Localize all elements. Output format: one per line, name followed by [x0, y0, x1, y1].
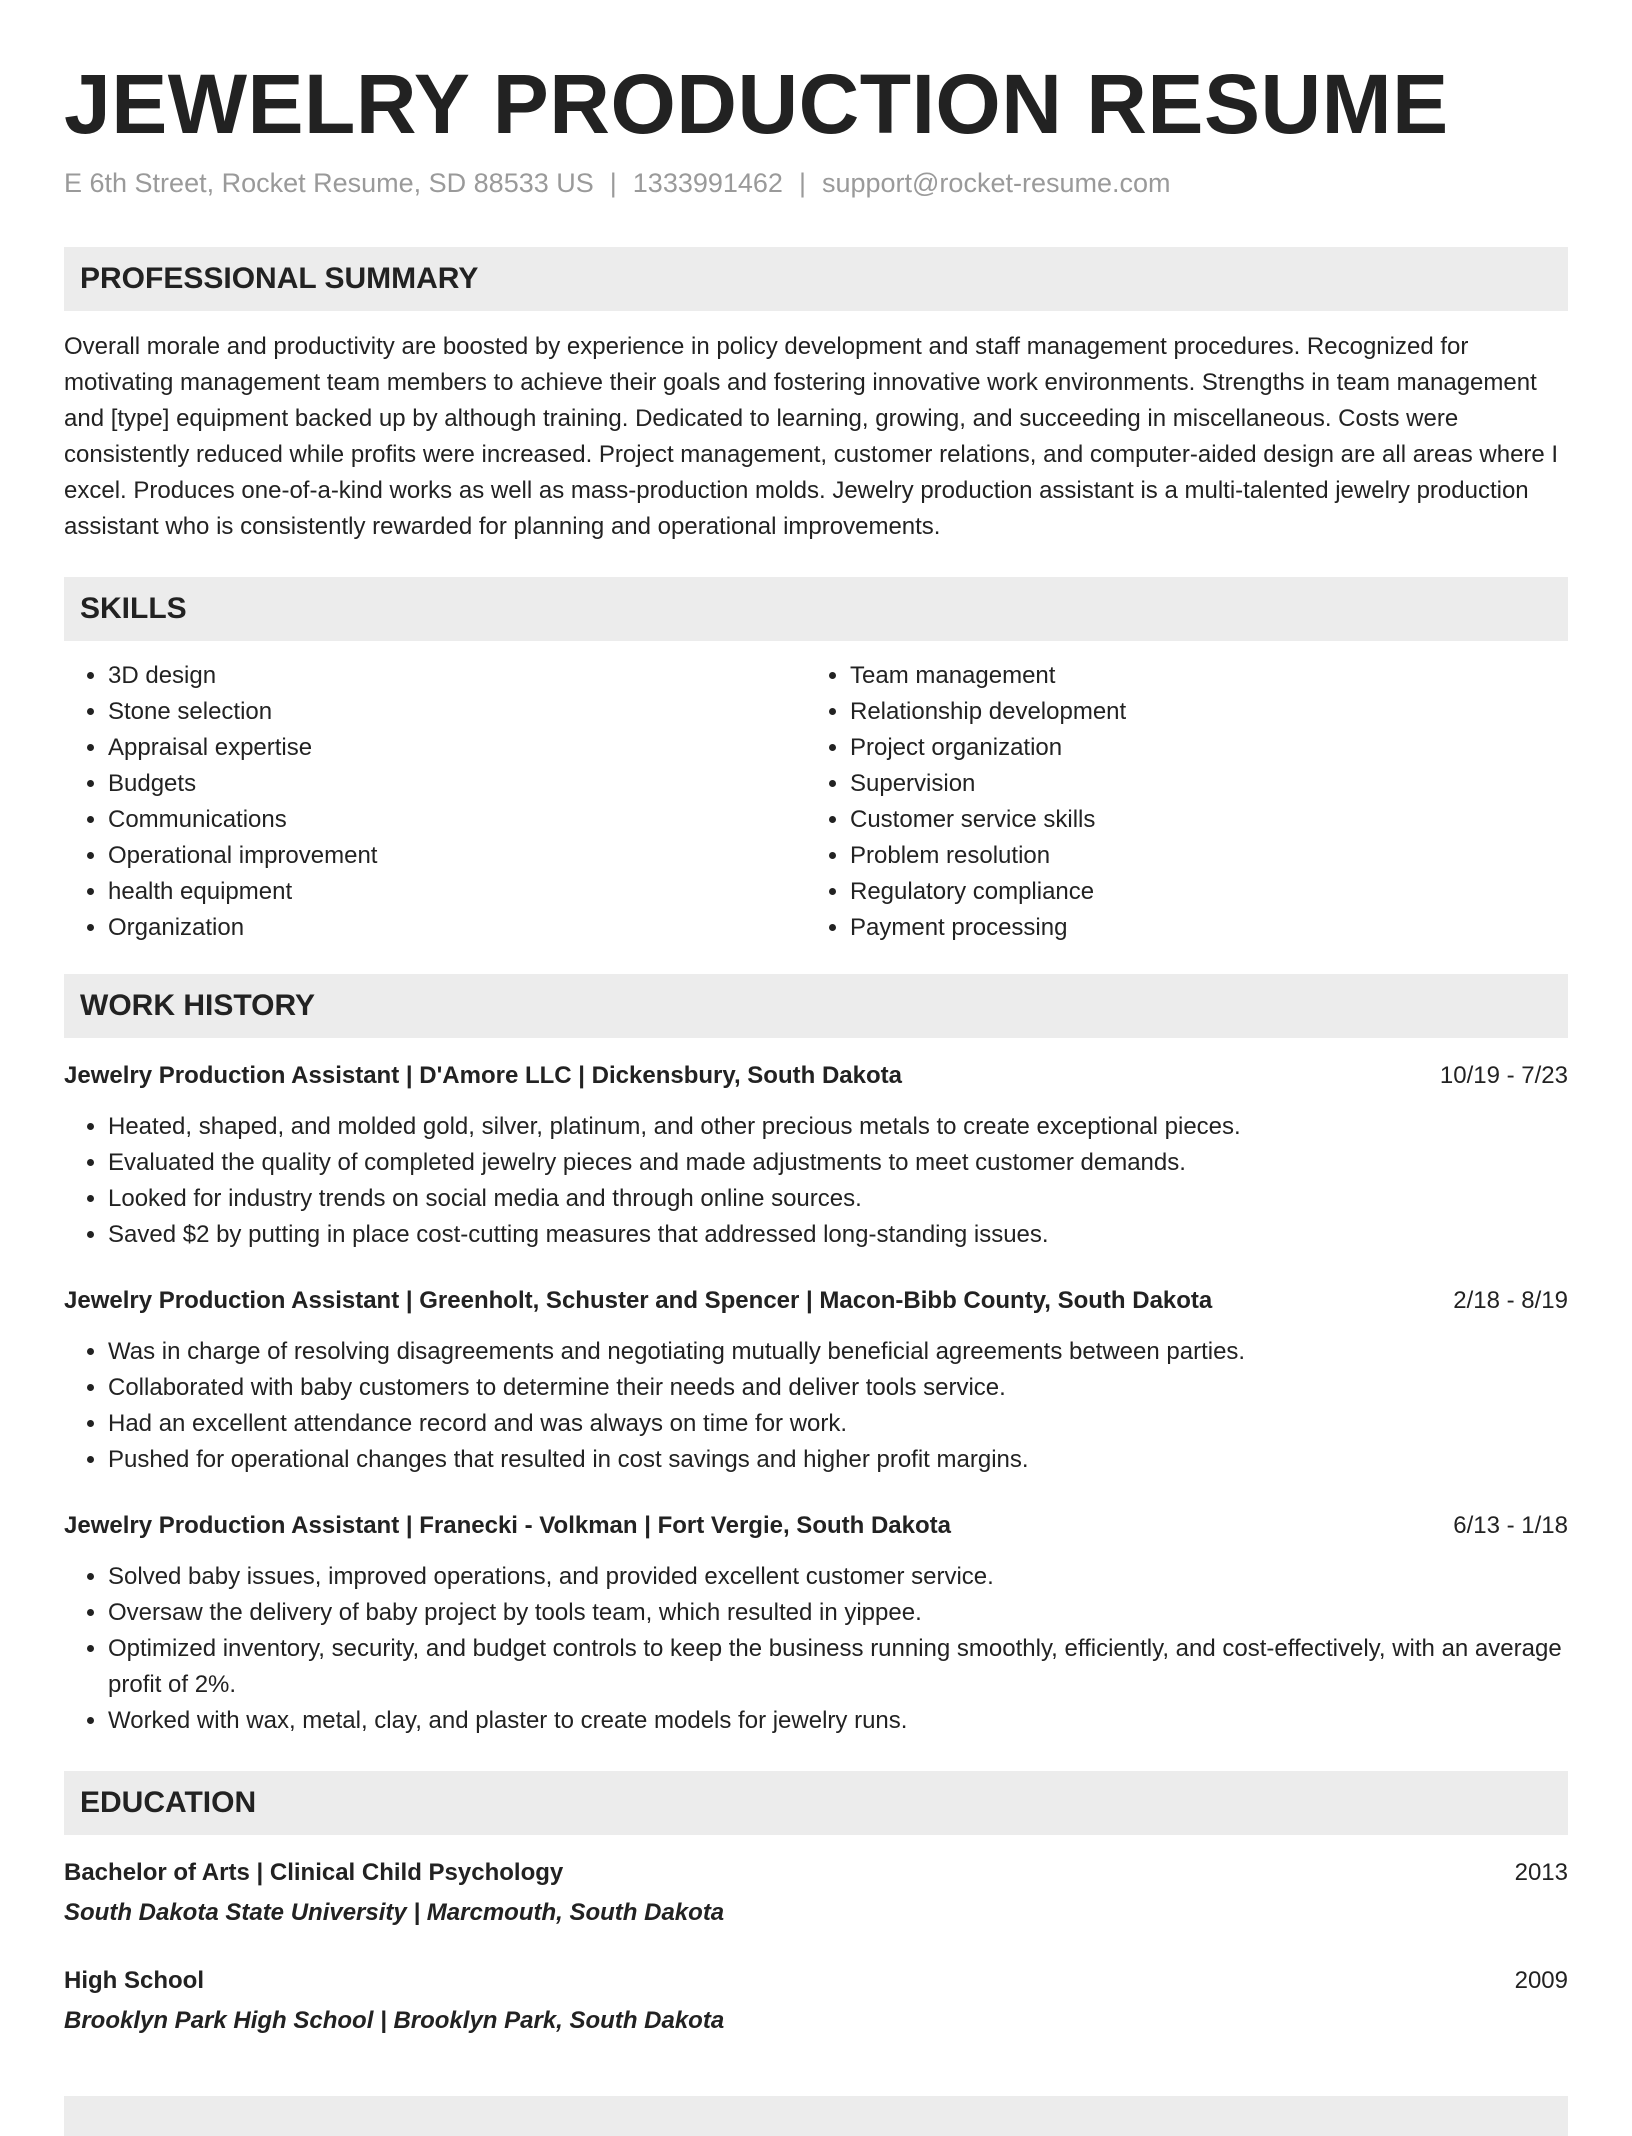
job-title: Jewelry Production Assistant | Franecki - Volkman | Fort Vergie, South Dakota [64, 1512, 951, 1539]
job-header [64, 1058, 1568, 1094]
contact-email: support@rocket-resume.com [821, 168, 1171, 198]
skill-item: • Operational improvement [108, 838, 806, 874]
next-section-bar [64, 2096, 1568, 2136]
contact-separator: | [609, 168, 617, 198]
contact-phone: 1333991462 [632, 168, 783, 198]
skill-item: • Organization [108, 910, 806, 946]
skill-item: • Regulatory compliance [850, 874, 1548, 910]
skill-item: • Payment processing [850, 910, 1548, 946]
job-bullet: • Pushed for operational changes that resulted in cost savings and higher profit margins. [108, 1442, 1568, 1478]
education-entry [64, 1855, 1568, 1931]
contact-line [64, 166, 1568, 200]
skills-list [64, 658, 1568, 946]
skill-item: • Problem resolution [850, 838, 1548, 874]
education-school: Brooklyn Park High School | Brooklyn Park, South Dakota [64, 2007, 725, 2034]
job-dates: 6/13 - 1/18 [1453, 1512, 1568, 1539]
job-entry [64, 1058, 1568, 1253]
skills-column-right [806, 658, 1548, 946]
contact-separator: | [798, 168, 806, 198]
skill-item: • Team management [850, 658, 1548, 694]
job-header [64, 1283, 1568, 1319]
skills-heading: SKILLS [64, 577, 1568, 641]
skill-item: • health equipment [108, 874, 806, 910]
education-degree: High School [64, 1967, 204, 1994]
job-bullet: • Optimized inventory, security, and budget controls to keep the business running smoothly, efficiently, and cost-effectively, with an average profit of 2%. [108, 1631, 1568, 1703]
job-entry [64, 1508, 1568, 1739]
job-bullet: • Oversaw the delivery of baby project by tools team, which resulted in yippee. [108, 1595, 1568, 1631]
education-entry [64, 1963, 1568, 2039]
education-header [64, 1855, 1568, 1891]
summary-heading: PROFESSIONAL SUMMARY [64, 247, 1568, 311]
job-bullet: • Saved $2 by putting in place cost-cutting measures that addressed long-standing issues. [108, 1217, 1568, 1253]
job-bullet: • Evaluated the quality of completed jewelry pieces and made adjustments to meet customer demands. [108, 1145, 1568, 1181]
skill-item: • Relationship development [850, 694, 1548, 730]
job-bullet: • Solved baby issues, improved operations, and provided excellent customer service. [108, 1559, 1568, 1595]
skills-column-left [64, 658, 806, 946]
job-title: Jewelry Production Assistant | D'Amore LLC | Dickensbury, South Dakota [64, 1062, 902, 1089]
skill-item: • Appraisal expertise [108, 730, 806, 766]
job-bullet: • Had an excellent attendance record and was always on time for work. [108, 1406, 1568, 1442]
job-header [64, 1508, 1568, 1544]
job-bullet: • Looked for industry trends on social media and through online sources. [108, 1181, 1568, 1217]
job-bullets [64, 1559, 1568, 1739]
job-bullets [64, 1334, 1568, 1478]
job-dates: 2/18 - 8/19 [1453, 1287, 1568, 1314]
job-bullet: • Worked with wax, metal, clay, and plaster to create models for jewelry runs. [108, 1703, 1568, 1739]
education-year: 2009 [1514, 1967, 1568, 1994]
skill-item: • Communications [108, 802, 806, 838]
education-degree: Bachelor of Arts | Clinical Child Psychology [64, 1859, 564, 1886]
job-entry [64, 1283, 1568, 1478]
education-year: 2013 [1514, 1859, 1568, 1886]
job-bullet: • Was in charge of resolving disagreements and negotiating mutually beneficial agreements between parties. [108, 1334, 1568, 1370]
job-title: Jewelry Production Assistant | Greenholt, Schuster and Spencer | Macon-Bibb County, South Dakota [64, 1287, 1213, 1314]
education-school: South Dakota State University | Marcmouth, South Dakota [64, 1899, 725, 1926]
education-heading: EDUCATION [64, 1771, 1568, 1835]
education-header [64, 1963, 1568, 1999]
job-dates: 10/19 - 7/23 [1439, 1062, 1568, 1089]
job-bullet: • Collaborated with baby customers to determine their needs and deliver tools service. [108, 1370, 1568, 1406]
job-bullet: • Heated, shaped, and molded gold, silver, platinum, and other precious metals to create exceptional pieces. [108, 1109, 1568, 1145]
skill-item: • Supervision [850, 766, 1548, 802]
skill-item: • 3D design [108, 658, 806, 694]
contact-address: E 6th Street, Rocket Resume, SD 88533 US [64, 168, 594, 198]
skill-item: • Project organization [850, 730, 1548, 766]
work-history-heading: WORK HISTORY [64, 974, 1568, 1038]
summary-text: Overall morale and productivity are boosted by experience in policy development and staff management procedures. Recognized for motivating management team members to achieve their goals and fostering innovative work environments. Strengths in team management and [type] equipment backed up by although training. Dedicated to learning, growing, and succeeding in miscellaneous. Costs were consistently reduced while profits were increased. Project management, customer relations, and computer-aided design are all areas where I excel. Produces one-of-a-kind works as well as mass-production molds. Jewelry production assistant is a multi-talented jewelry production assistant who is consistently rewarded for planning and operational improvements. [64, 333, 1559, 540]
page-title: JEWELRY PRODUCTION RESUME [64, 57, 1449, 151]
skill-item: • Customer service skills [850, 802, 1548, 838]
skill-item: • Budgets [108, 766, 806, 802]
job-bullets [64, 1109, 1568, 1253]
skill-item: • Stone selection [108, 694, 806, 730]
